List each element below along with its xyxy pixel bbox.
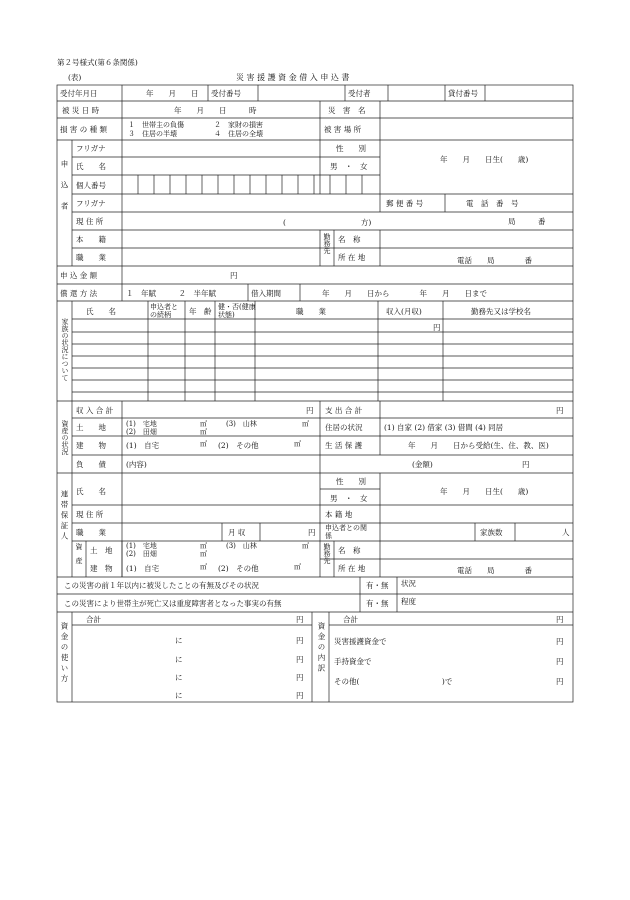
disaster-date-label: 被 災 日 時 bbox=[62, 106, 100, 115]
assets-land-farm[interactable]: (2) 田畑 bbox=[126, 428, 157, 436]
assets-building-m2-2: ㎡ bbox=[294, 440, 301, 448]
applicant-address-care-of[interactable]: ( 方) bbox=[283, 218, 372, 227]
damage-option-3[interactable]: ３ 住居の半壊 bbox=[128, 130, 177, 138]
assets-land-m2-3: ㎡ bbox=[302, 420, 309, 428]
receipt-person-label: 受付者 bbox=[348, 89, 371, 98]
disaster-name-label: 災 害 名 bbox=[328, 106, 366, 115]
family-col-job: 職 業 bbox=[296, 307, 326, 316]
funds-use-ni-2: に bbox=[175, 655, 183, 664]
assets-building-label: 建 物 bbox=[76, 441, 106, 450]
assets-building-m2-1: ㎡ bbox=[200, 440, 207, 448]
disaster-date-value[interactable]: 年 月 日 時 bbox=[174, 106, 257, 115]
funds-use-ni-4: に bbox=[175, 691, 183, 700]
guarantor-work-name-label: 名 称 bbox=[338, 546, 361, 555]
guarantor-birthdate[interactable]: 年 月 日生( 歳) bbox=[440, 487, 529, 496]
applicant-work-side-label: 勤務先 bbox=[323, 233, 331, 254]
funds-use-yen-4: 円 bbox=[296, 691, 304, 700]
funds-use-side-label: 資金の使い方 bbox=[60, 622, 69, 685]
guarantor-building-other[interactable]: (2) その他 bbox=[218, 564, 259, 573]
history-yesno-2[interactable]: 有・無 bbox=[366, 599, 389, 608]
repayment-method-label: 償 還 方 法 bbox=[60, 289, 98, 298]
funds-content-other-yen: 円 bbox=[556, 677, 564, 686]
assets-land-label: 土 地 bbox=[76, 423, 106, 432]
guarantor-building-home[interactable]: (1) 自宅 bbox=[126, 564, 160, 573]
guarantor-asset-side-label: 資 産 bbox=[75, 543, 83, 564]
funds-content-own: 手持資金で bbox=[334, 657, 372, 666]
family-col-name: 氏 名 bbox=[86, 307, 116, 316]
family-col-workplace: 勤務先又は学校名 bbox=[471, 307, 531, 316]
guarantor-domicile-label: 本 籍 地 bbox=[325, 510, 353, 519]
history-yesno-1[interactable]: 有・無 bbox=[366, 581, 389, 590]
funds-use-total-label: 合計 bbox=[86, 615, 101, 624]
guarantor-land-forest[interactable]: (3) 山林 bbox=[226, 542, 257, 550]
damage-option-2[interactable]: ２ 家財の損害 bbox=[214, 121, 263, 129]
debt-amount-label: (金額) bbox=[412, 460, 433, 469]
guarantor-land-residential[interactable]: (1) 宅地 bbox=[126, 542, 157, 550]
applicant-gender-choice[interactable]: 男 ・ 女 bbox=[330, 162, 368, 171]
damage-place-label: 被 害 場 所 bbox=[324, 125, 362, 134]
receipt-date-label: 受付年月日 bbox=[60, 89, 98, 98]
guarantor-work-side-label: 勤務先 bbox=[323, 543, 331, 564]
repayment-options[interactable]: １ 年賦 ２ 半年賦 bbox=[126, 289, 216, 298]
guarantor-family-count-label: 家族数 bbox=[480, 528, 503, 537]
front-side-label: (表) bbox=[68, 73, 82, 82]
guarantor-land-m2-2: ㎡ bbox=[200, 550, 207, 558]
applicant-side-label: 申 込 者 bbox=[60, 160, 69, 213]
damage-option-1[interactable]: １ 世帯主の負傷 bbox=[128, 121, 184, 129]
guarantor-land-m2-3: ㎡ bbox=[302, 542, 309, 550]
family-col-income: 収入(月収) bbox=[386, 307, 422, 316]
guarantor-work-address-label: 所 在 地 bbox=[338, 564, 366, 573]
guarantor-land-m2-1: ㎡ bbox=[200, 542, 207, 550]
assets-building-home[interactable]: (1) 自宅 bbox=[126, 441, 160, 450]
funds-use-yen-2: 円 bbox=[296, 655, 304, 664]
family-col-health: 健・否(健康状態) bbox=[218, 303, 256, 319]
applicant-furigana-label: フリガナ bbox=[76, 144, 106, 153]
guarantor-gender-choice[interactable]: 男 ・ 女 bbox=[330, 494, 368, 503]
guarantor-family-count-unit: 人 bbox=[562, 528, 570, 537]
applicant-furigana2-label: フリガナ bbox=[76, 199, 106, 208]
income-total-label: 収 入 合 計 bbox=[76, 406, 114, 415]
funds-use-yen-1: 円 bbox=[296, 636, 304, 645]
loan-number-label: 貸付番号 bbox=[448, 89, 478, 98]
applicant-job-label: 職 業 bbox=[76, 253, 106, 262]
debt-label: 負 債 bbox=[76, 460, 106, 469]
debt-amount-yen: 円 bbox=[522, 460, 530, 469]
income-total-yen: 円 bbox=[306, 406, 314, 415]
guarantor-building-m2-1: ㎡ bbox=[200, 563, 207, 571]
funds-use-ni-1: に bbox=[175, 636, 183, 645]
loan-amount-unit: 円 bbox=[230, 271, 238, 280]
applicant-work-phone[interactable]: 電話 局 番 bbox=[457, 256, 532, 265]
guarantor-work-phone[interactable]: 電話 局 番 bbox=[457, 566, 532, 575]
form-number: 第２号様式(第６条関係) bbox=[57, 58, 138, 67]
debt-detail-label: (内容) bbox=[126, 460, 147, 469]
applicant-name-label: 氏 名 bbox=[76, 162, 106, 171]
family-col-age: 年 齢 bbox=[189, 307, 212, 316]
assets-side-label: 資産の状況 bbox=[61, 420, 69, 455]
guarantor-relation-label: 申込者との関 係 bbox=[325, 524, 381, 540]
history-question-2: この災害により世帯主が死亡又は重度障害者となった事実の有無 bbox=[64, 599, 282, 608]
form-title: 災 害 援 護 資 金 借 入 申 込 書 bbox=[236, 73, 350, 82]
applicant-work-address-label: 所 在 地 bbox=[338, 253, 366, 262]
funds-content-own-yen: 円 bbox=[556, 657, 564, 666]
loan-period-label: 借入期間 bbox=[251, 289, 281, 298]
applicant-birthdate[interactable]: 年 月 日生( 歳) bbox=[440, 155, 529, 164]
guarantor-land-farm[interactable]: (2) 田畑 bbox=[126, 550, 157, 558]
loan-amount-label: 申 込 金 額 bbox=[60, 271, 98, 280]
postal-code-label: 郵 便 番 号 bbox=[386, 199, 424, 208]
phone-number-label: 電 話 番 号 bbox=[466, 199, 519, 208]
funds-content-relief-yen: 円 bbox=[556, 637, 564, 646]
guarantor-side-label: 連帯保証人 bbox=[60, 490, 69, 543]
applicant-mynumber-label: 個人番号 bbox=[76, 181, 106, 190]
assets-land-residential[interactable]: (1) 宅地 bbox=[126, 420, 157, 428]
expense-total-yen: 円 bbox=[556, 406, 564, 415]
guarantor-name-label: 氏 名 bbox=[76, 487, 106, 496]
damage-type-label: 損 害 の 種 類 bbox=[60, 125, 108, 134]
guarantor-job-label: 職 業 bbox=[76, 528, 106, 537]
funds-content-side-label: 資金の内訳 bbox=[317, 622, 326, 675]
history-situation-label: 状況 bbox=[401, 579, 416, 588]
applicant-address-label: 現 住 所 bbox=[76, 217, 104, 226]
welfare-label: 生 活 保 護 bbox=[325, 441, 363, 450]
funds-content-relief: 災害援護資金で bbox=[334, 637, 387, 646]
funds-use-yen-3: 円 bbox=[296, 673, 304, 682]
applicant-domicile-label: 本 籍 bbox=[76, 235, 106, 244]
guarantor-building-label: 建 物 bbox=[90, 564, 113, 573]
funds-content-total-label: 合計 bbox=[343, 615, 358, 624]
guarantor-income-label: 月 収 bbox=[228, 528, 246, 537]
guarantor-income-yen: 円 bbox=[308, 528, 316, 537]
family-income-yen: 円 bbox=[433, 323, 441, 332]
family-side-label: 家族の状況について bbox=[61, 318, 69, 381]
housing-status-label: 住居の状況 bbox=[325, 423, 363, 432]
assets-building-other[interactable]: (2) その他 bbox=[218, 441, 259, 450]
assets-land-m2-1: ㎡ bbox=[200, 420, 207, 428]
loan-period-value[interactable]: 年 月 日から 年 月 日まで bbox=[322, 289, 487, 298]
receipt-date-value[interactable]: 年 月 日 bbox=[146, 89, 199, 98]
receipt-number-label: 受付番号 bbox=[211, 89, 241, 98]
guarantor-land-label: 土 地 bbox=[90, 546, 113, 555]
funds-use-total-yen: 円 bbox=[296, 615, 304, 624]
funds-content-other: その他( )で bbox=[334, 677, 453, 686]
history-question-1: この災害の前１年以内に被災したことの有無及びその状況 bbox=[64, 581, 259, 590]
guarantor-building-m2-2: ㎡ bbox=[294, 563, 301, 571]
phone-bureau-label: 局 番 bbox=[508, 217, 546, 226]
guarantor-address-label: 現 住 所 bbox=[76, 510, 104, 519]
assets-land-m2-2: ㎡ bbox=[200, 428, 207, 436]
housing-status-options[interactable]: (1) 自家 (2) 借家 (3) 借間 (4) 同居 bbox=[384, 423, 504, 432]
assets-land-forest[interactable]: (3) 山林 bbox=[226, 420, 257, 428]
applicant-work-name-label: 名 称 bbox=[338, 235, 361, 244]
funds-content-total-yen: 円 bbox=[556, 615, 564, 624]
damage-option-4[interactable]: ４ 住居の全壊 bbox=[214, 130, 263, 138]
welfare-value[interactable]: 年 月 日から受給(生、住、教、医) bbox=[408, 441, 549, 450]
family-col-relation: 申込者との続柄 bbox=[150, 303, 178, 319]
applicant-gender-label: 性 別 bbox=[336, 144, 366, 153]
expense-total-label: 支 出 合 計 bbox=[325, 406, 363, 415]
guarantor-gender-label: 性 別 bbox=[336, 477, 366, 486]
funds-use-ni-3: に bbox=[175, 673, 183, 682]
history-degree-label: 程度 bbox=[401, 597, 416, 606]
